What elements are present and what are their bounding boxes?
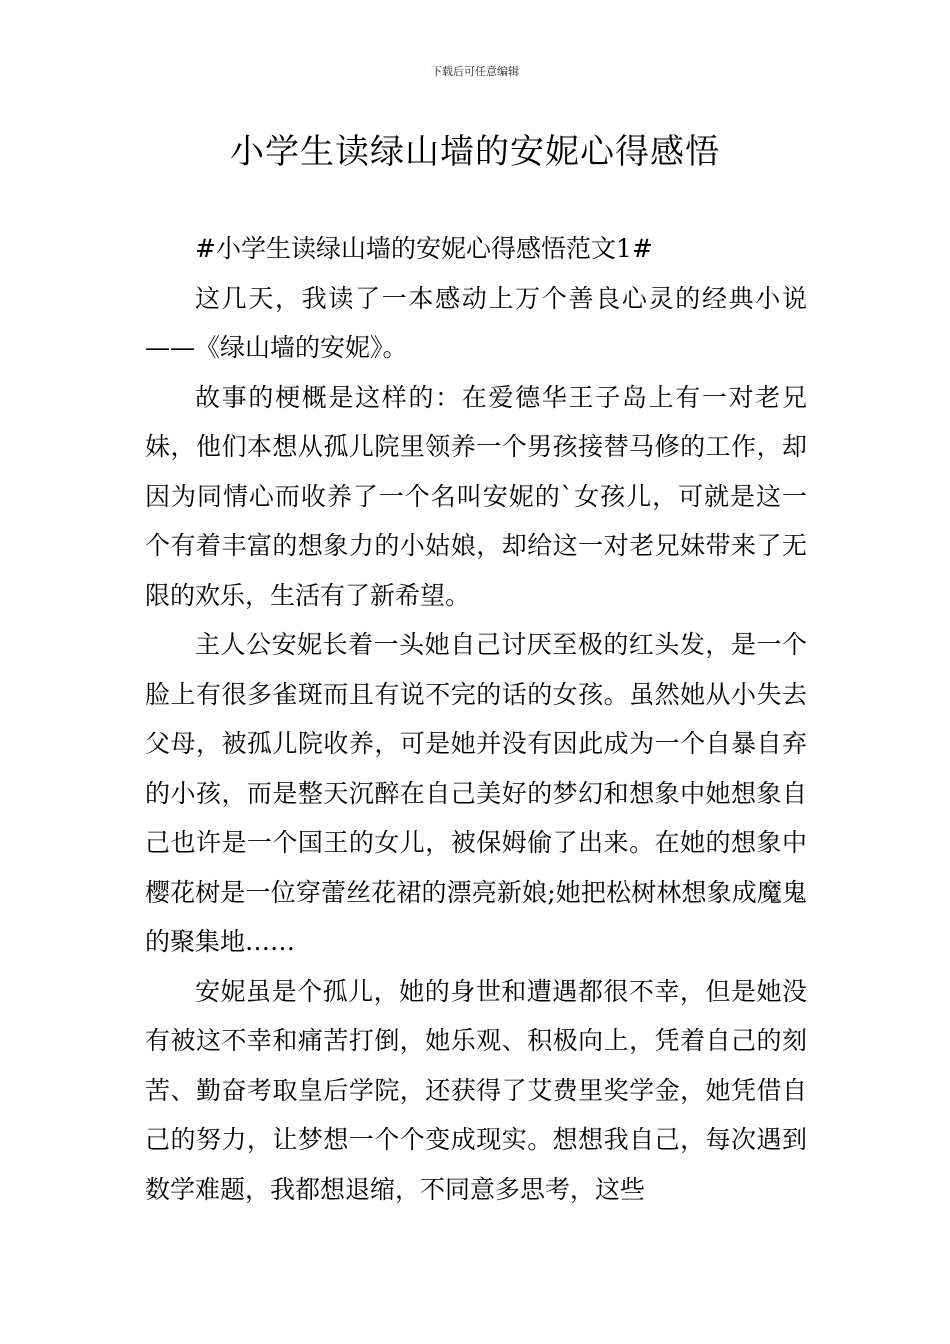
section-heading: #小学生读绿山墙的安妮心得感悟范文1# [195,234,653,263]
paragraph: 安妮虽是个孤儿，她的身世和遭遇都很不幸，但是她没有被这不幸和痛苦打倒，她乐观、积极向上，凭着自己的刻苦、勤奋考取皇后学院，还获得了艾费里奖学金，她凭借自己的努力，让梦想一个个变成现实。想想我自己，每次遇到数学难题，我都想退缩，不同意多思考，这些 [145,976,807,1204]
document-title: 小学生读绿山墙的安妮心得感悟 [230,132,720,172]
document-body [145,224,807,1214]
paragraph: 故事的梗概是这样的：在爱德华王子岛上有一对老兄妹，他们本想从孤儿院里领养一个男孩接替马修的工作，却因为同情心而收养了一个名叫安妮的`女孩儿，可就是这一个有着丰富的想象力的小姑娘，却给这一对老兄妹带来了无限的欢乐，生活有了新希望。 [145,382,807,610]
paragraph: 这几天，我读了一本感动上万个善良心灵的经典小说——《绿山墙的安妮》。 [145,283,807,362]
paragraph: 主人公安妮长着一头她自己讨厌至极的红头发，是一个脸上有很多雀斑而且有说不完的话的女孩。虽然她从小失去父母，被孤儿院收养，可是她并没有因此成为一个自暴自弃的小孩，而是整天沉醉在自己美好的梦幻和想象中她想象自己也许是一个国王的女儿，被保姆偷了出来。在她的想象中樱花树是一位穿蕾丝花裙的漂亮新娘;她把松树林想象成魔鬼的聚集地…… [145,630,807,956]
header-note: 下载后可任意编辑 [431,65,519,78]
